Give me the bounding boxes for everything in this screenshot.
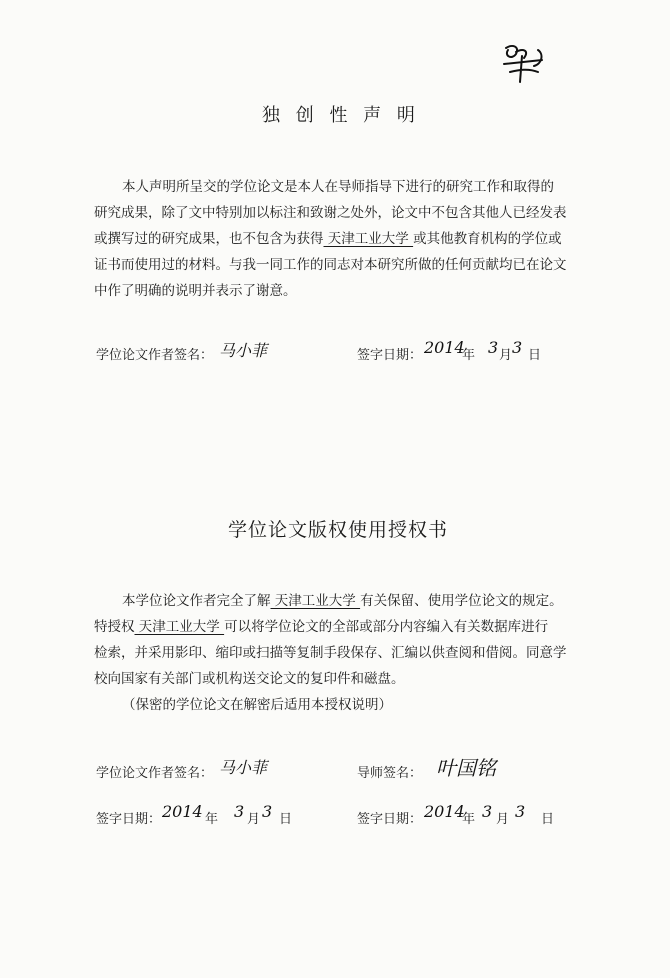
declaration-line-3-pre: 或撰写过的研究成果，也不包含为获得 [94,231,324,247]
declaration-body [94,174,594,304]
sign-date-label: 签字日期： [96,812,162,827]
declaration-title: 独 创 性 声 明 [262,105,420,126]
handwritten-mark-icon [498,42,558,87]
authorization-note: （保密的学位论文在解密后适用本授权说明） [122,697,392,713]
authorization-line-2 [94,614,594,640]
sign-date-day-unit: 日 [528,348,542,363]
declaration-line-1: 本人声明所呈交的学位论文是本人在导师指导下进行的研究工作和取得的 [122,179,554,195]
university-name: 天津工业大学 [270,593,361,609]
authorization-line-3: 检索，并采用影印、缩印或扫描等复制手段保存、汇编以供查阅和借阅。同意学 [94,645,567,661]
advisor-signature-label: 导师签名： [357,766,423,781]
sign-date-month: 3 [234,802,245,821]
authorization-line-1-post: 有关保留、使用学位论文的规定。 [360,593,563,609]
authorization-line-2-post: 可以将学位论文的全部或部分内容编入有关数据库进行 [224,619,549,635]
declaration-line-2: 研究成果，除了文中特别加以标注和致谢之处外，论文中不包含其他人已经发表 [94,205,567,221]
sign-date-month: 3 [488,338,499,357]
advisor-sign-date-month: 3 [482,802,493,821]
advisor-sign-date-year: 2014 [424,802,465,821]
authorization-body [94,588,594,718]
authorization-line-2-pre: 特授权 [94,619,135,635]
sign-date-year-unit: 年 [462,348,476,363]
sign-date-month-unit: 月 [499,348,513,363]
university-name: 天津工业大学 [134,619,225,635]
declaration-line-5: 中作了明确的说明并表示了谢意。 [94,283,297,299]
sign-date-month-unit: 月 [247,812,261,827]
sign-date-year-unit: 年 [205,812,219,827]
sign-date-year: 2014 [424,338,465,357]
authorization-line-4: 校向国家有关部门或机构送交论文的复印件和磁盘。 [94,671,405,687]
declaration-line-3 [94,226,594,252]
sign-date-label: 签字日期： [357,348,423,363]
authorization-line-1-pre: 本学位论文作者完全了解 [122,593,271,609]
advisor-sign-date-day-unit: 日 [541,812,555,827]
authorization-title: 学位论文版权使用授权书 [228,519,449,541]
sign-date-year: 2014 [162,802,203,821]
author-signature-label: 学位论文作者签名： [96,766,214,781]
declaration-line-4: 证书而使用过的材料。与我一同工作的同志对本研究所做的任何贡献均已在论文 [94,257,567,273]
advisor-sign-date-label: 签字日期： [357,812,423,827]
sign-date-day-unit: 日 [279,812,293,827]
authorization-line-1 [94,588,594,614]
advisor-sign-date-year-unit: 年 [462,812,476,827]
sign-date-day: 3 [262,802,273,821]
author-signature-label: 学位论文作者签名： [96,348,214,363]
author-signature: 马小菲 [219,341,268,360]
university-name: 天津工业大学 [323,231,414,247]
advisor-sign-date-month-unit: 月 [496,812,510,827]
declaration-line-3-post: 或其他教育机构的学位或 [413,231,562,247]
author-signature: 马小菲 [219,758,268,777]
advisor-signature: 叶国铭 [436,756,496,780]
advisor-sign-date-day: 3 [515,802,526,821]
sign-date-day: 3 [512,338,523,357]
